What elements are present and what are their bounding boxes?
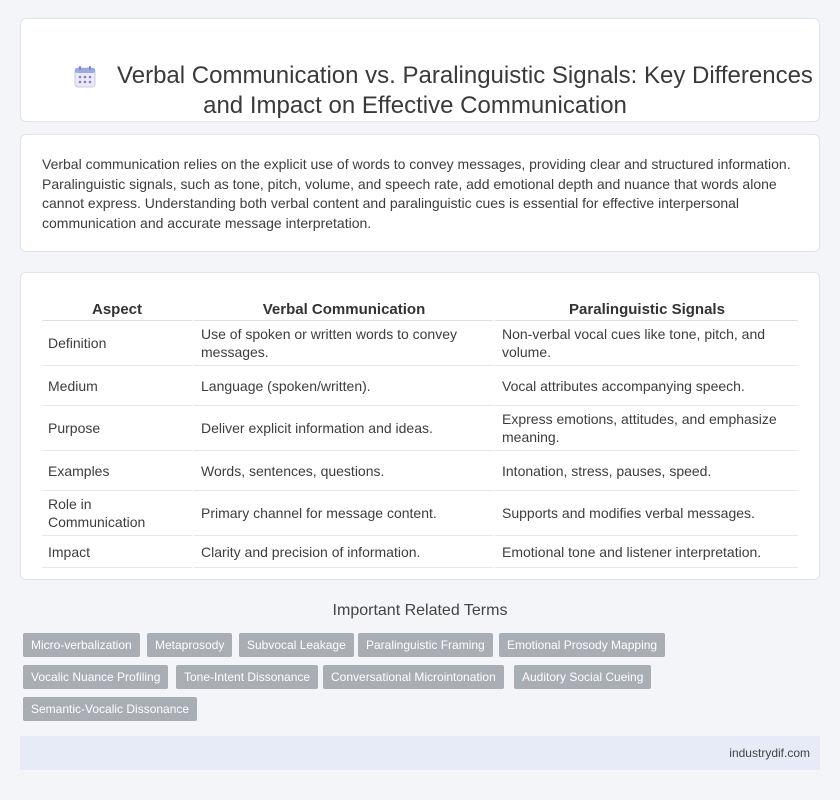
table-row [42, 491, 798, 536]
related-term-tag[interactable]: Paralinguistic Framing [358, 633, 493, 657]
table-row [42, 536, 798, 568]
cell-paralinguistic: Vocal attributes accompanying speech. [493, 366, 798, 406]
page-title [111, 61, 819, 121]
footer-site-link[interactable]: industrydif.com [729, 746, 810, 760]
related-term-tag[interactable]: Vocalic Nuance Profiling [23, 665, 168, 689]
table-row [42, 321, 798, 366]
table-row [42, 406, 798, 451]
related-term-tag[interactable]: Micro-verbalization [23, 633, 140, 657]
cell-paralinguistic: Supports and modifies verbal messages. [493, 491, 798, 536]
related-term-tag[interactable]: Subvocal Leakage [239, 633, 354, 657]
cell-verbal: Clarity and precision of information. [192, 536, 493, 568]
related-term-tag[interactable]: Conversational Microintonation [323, 665, 504, 689]
comparison-table [42, 295, 798, 568]
page-title-line2: and Impact on Effective Communication [203, 92, 627, 119]
header-aspect: Aspect [42, 295, 192, 321]
cell-aspect: Definition [42, 321, 192, 366]
cell-paralinguistic: Non-verbal vocal cues like tone, pitch, and volume. [493, 321, 798, 366]
intro-paragraph: Verbal communication relies on the explicit use of words to convey messages, providing clear and structured information. Paralinguistic signals, such as tone, pitch, volume, and speech rate, add emotional depth and nuance that words alone cannot express. Understanding both verbal content and paralinguistic cues is essential for effective interpersonal communication and accurate message interpretation. [42, 156, 791, 231]
table-row [42, 366, 798, 406]
cell-verbal: Language (spoken/written). [192, 366, 493, 406]
cell-paralinguistic: Emotional tone and listener interpretation. [493, 536, 798, 568]
related-term-tag[interactable]: Auditory Social Cueing [514, 665, 651, 689]
header-verbal: Verbal Communication [192, 295, 493, 321]
cell-aspect: Purpose [42, 406, 192, 451]
page-title-line1: Verbal Communication vs. Paralinguistic Signals: Key Differences [117, 62, 813, 89]
related-term-tag[interactable]: Metaprosody [147, 633, 232, 657]
table-header-row [42, 295, 798, 321]
related-terms-title: Important Related Terms [332, 602, 508, 619]
header-paralinguistic: Paralinguistic Signals [493, 295, 798, 321]
cell-paralinguistic: Express emotions, attitudes, and emphasize meaning. [493, 406, 798, 451]
cell-verbal: Primary channel for message content. [192, 491, 493, 536]
related-term-tag[interactable]: Semantic-Vocalic Dissonance [23, 697, 197, 721]
cell-verbal: Use of spoken or written words to convey messages. [192, 321, 493, 366]
cell-verbal: Deliver explicit information and ideas. [192, 406, 493, 451]
cell-aspect: Examples [42, 451, 192, 491]
cell-paralinguistic: Intonation, stress, pauses, speed. [493, 451, 798, 491]
related-term-tag[interactable]: Emotional Prosody Mapping [499, 633, 665, 657]
related-term-tag[interactable]: Tone-Intent Dissonance [176, 665, 318, 689]
title-card [20, 18, 820, 122]
intro-card [20, 134, 820, 252]
footer [20, 736, 820, 770]
comparison-card [20, 272, 820, 580]
cell-verbal: Words, sentences, questions. [192, 451, 493, 491]
table-row [42, 451, 798, 491]
cell-aspect: Medium [42, 366, 192, 406]
cell-aspect: Impact [42, 536, 192, 568]
cell-aspect: Role in Communication [42, 491, 192, 536]
calendar-icon [73, 65, 97, 89]
